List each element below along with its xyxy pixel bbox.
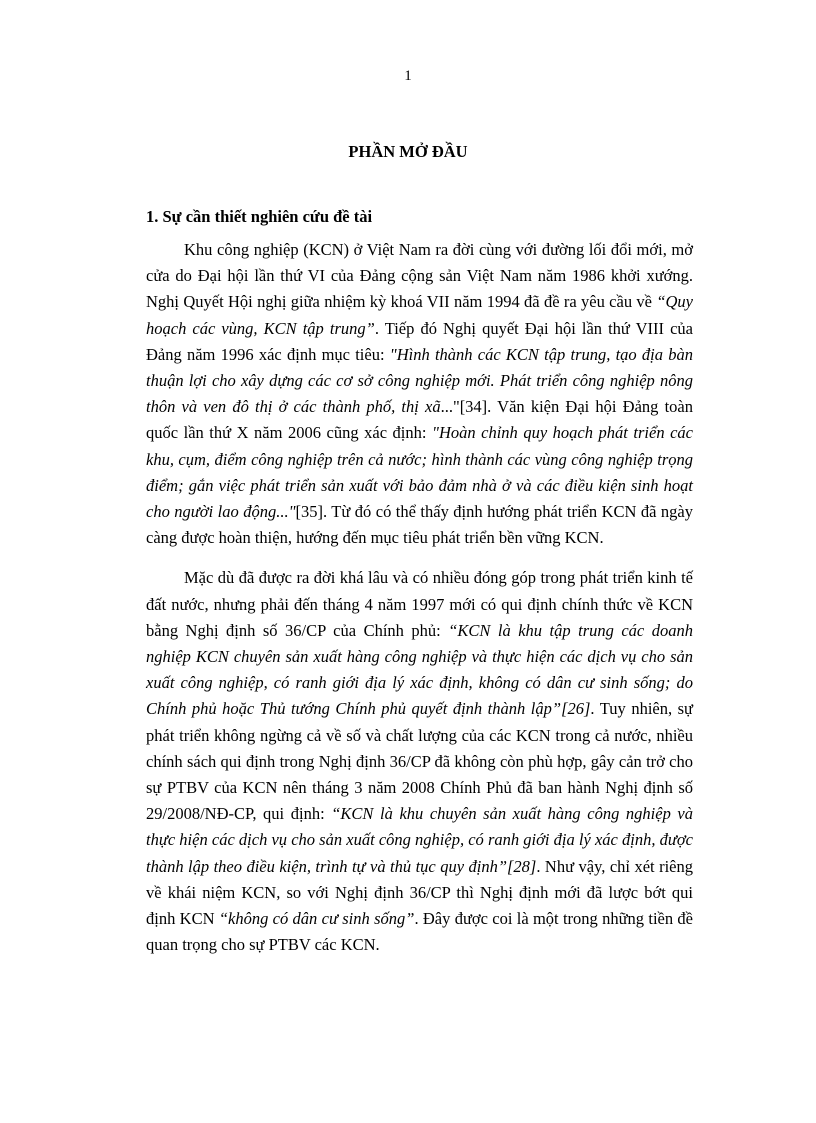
paragraph-1	[146, 237, 693, 551]
text-run-italic: “không có dân cư sinh sống”	[218, 909, 415, 929]
paragraph-2	[146, 565, 693, 958]
section-heading: 1. Sự cần thiết nghiên cứu đề tài	[146, 207, 373, 226]
text-run: ..."[34]. Văn kiện Đại hội Đảng toàn quốc lần thứ X năm 2006 cũng xác định:	[146, 397, 693, 443]
page-number: 1	[404, 68, 412, 84]
text-run: Mặc dù đã được ra đời khá lâu và có nhiều đóng góp trong phát triển kinh tế đất nước, nhưng phải đến tháng 4 năm 1997 mới có qui định chính thức về KCN bằng Nghị định số 36/CP của Chính phủ:	[146, 568, 693, 640]
text-run-italic: “KCN là khu chuyên sản xuất hàng công nghiệp và thực hiện các dịch vụ cho sản xuất công nghiệp, có ranh giới địa lý xác định, được thành lập theo điều kiện, trình tự và thủ tục quy định”[28]	[146, 804, 693, 876]
text-run: . Đây được coi là một trong những tiền đề quan trọng cho sự PTBV các KCN.	[146, 909, 694, 955]
text-run: Khu công nghiệp (KCN) ở Việt Nam ra đời cùng với đường lối đổi mới, mở cửa do Đại hội lần thứ VI của Đảng cộng sản Việt Nam năm 1986 khởi xướng. Nghị Quyết Hội nghị giữa nhiệm kỳ khoá VII năm 1994 đã đề ra yêu cầu về	[146, 240, 693, 312]
text-run-italic: "Hoàn chỉnh quy hoạch phát triển các khu, cụm, điểm công nghiệp trên cả nước; hình thành các vùng công nghiệp trọng điểm; gắn việc phát triển sản xuất với bảo đảm nhà ở và các điều kiện sinh hoạt cho người lao động..."	[146, 423, 693, 522]
text-run-italic: "Hình thành các KCN tập trung, tạo địa bàn thuận lợi cho xây dựng các cơ sở công nghiệp mới. Phát triển công nghiệp nông thôn và ven đô thị ở các thành phố, thị xã	[146, 344, 693, 417]
text-run-italic: “KCN là khu tập trung các doanh nghiệp KCN chuyên sản xuất hàng công nghiệp và thực hiện các dịch vụ cho sản xuất công nghiệp, có ranh giới địa lý xác định, không có dân cư sinh sống; do Chính phủ hoặc Thủ tướng Chính phủ quyết định thành lập”[26]	[146, 620, 693, 719]
text-run: [35]. Từ đó có thể thấy định hướng phát triển KCN đã ngày càng được hoàn thiện, hướng đến mục tiêu phát triển bền vững KCN.	[146, 502, 693, 548]
text-run: . Tuy nhiên, sự phát triển không ngừng cả về số và chất lượng của các KCN trong cả nước, nhiều chính sách qui định trong Nghị định 36/CP đã không còn phù hợp, gây cản trở cho sự PTBV của KCN nên tháng 3 năm 2008 Chính Phủ đã ban hành Nghị định số 29/2008/NĐ-CP, qui định:	[146, 699, 693, 824]
text-run: . Tiếp đó Nghị quyết Đại hội lần thứ VIII của Đảng năm 1996 xác định mục tiêu:	[146, 318, 694, 364]
text-run-italic: “Quy hoạch các vùng, KCN tập trung”	[146, 292, 693, 338]
page-title: PHẦN MỞ ĐẦU	[348, 142, 468, 161]
text-run: . Như vậy, chỉ xét riêng về khái niệm KCN, so với Nghị định 36/CP thì Nghị định mới đã lược bớt qui định KCN	[146, 856, 693, 929]
body-text	[146, 237, 693, 966]
